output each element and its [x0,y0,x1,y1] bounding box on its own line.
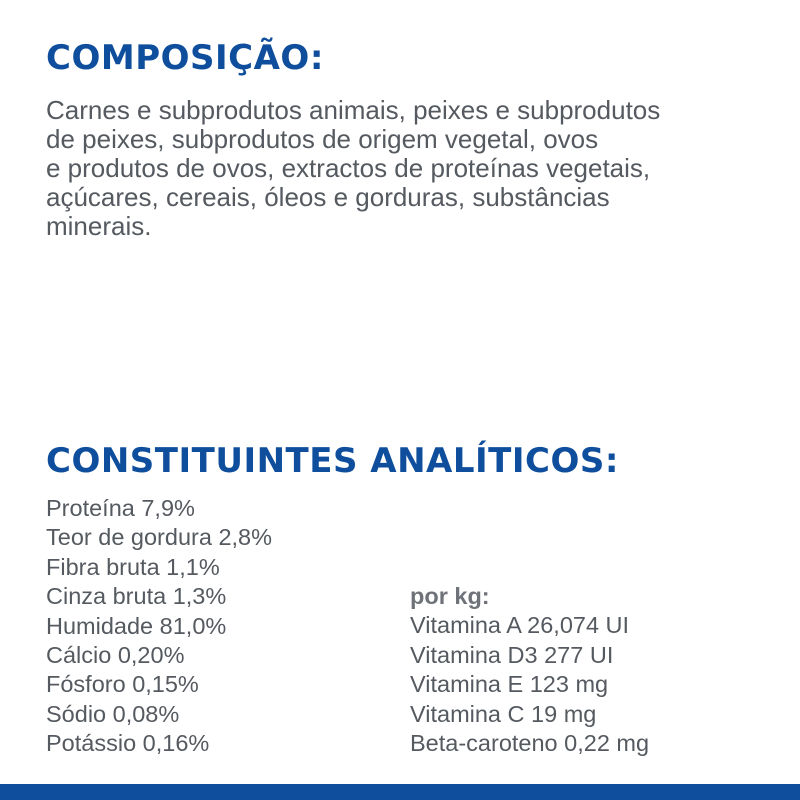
per-kg-block [410,582,649,758]
composicao-line: de peixes, subprodutos de origem vegetal, ovos [46,124,599,154]
list-item: Cálcio 0,20% [46,642,185,669]
list-item: Vitamina D3 277 UI [410,641,614,668]
list-item: Beta-caroteno 0,22 mg [410,730,650,757]
composicao-text [46,96,766,241]
list-item: Teor de gordura 2,8% [46,524,273,551]
composicao-line: minerais. [46,211,152,241]
vitamins-list [410,611,649,758]
constituintes-heading: CONSTITUINTES ANALÍTICOS: [46,441,619,481]
list-item: Cinza bruta 1,3% [46,583,227,610]
composicao-line: Carnes e subprodutos animais, peixes e subprodutos [46,95,661,125]
analytic-constituents-list [46,494,272,759]
list-item: Sódio 0,08% [46,700,180,727]
list-item: Fibra bruta 1,1% [46,553,220,580]
list-item: Vitamina A 26,074 UI [410,612,630,639]
bottom-brand-bar [0,784,800,800]
list-item: Humidade 81,0% [46,612,227,639]
per-kg-title: por kg: [410,583,490,609]
composicao-line: açúcares, cereais, óleos e gorduras, substâncias [46,182,610,212]
composicao-line: e produtos de ovos, extractos de proteínas vegetais, [46,153,651,183]
composicao-heading: COMPOSIÇÃO: [46,38,324,78]
list-item: Vitamina E 123 mg [410,671,609,698]
list-item: Fósforo 0,15% [46,671,199,698]
list-item: Vitamina C 19 mg [410,700,597,727]
list-item: Proteína 7,9% [46,495,195,521]
list-item: Potássio 0,16% [46,730,210,757]
